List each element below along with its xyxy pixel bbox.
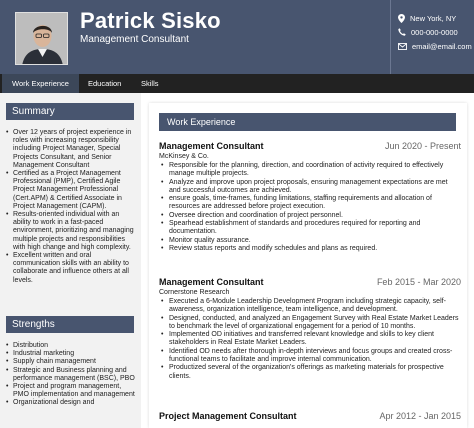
strength-item: • Supply chain management xyxy=(6,358,136,366)
job-bullet: • Identified OD needs after thorough in-depth interviews and focus groups and created cross-functional teams to facilitate and improve internal communication. xyxy=(159,348,461,365)
profile-photo xyxy=(15,12,68,65)
job-bullets xyxy=(159,162,461,253)
location-text: New York, NY xyxy=(410,13,457,23)
job-bullet: • Responsible for the planning, direction, and coordination of activity required to effectively manage multiple projects. xyxy=(159,162,461,179)
job-bullet: • ensure goals, time-frames, funding limitations, staffing requirements and allocation of resources are addressed before project execution. xyxy=(159,195,461,212)
phone-icon xyxy=(398,28,406,36)
strengths-heading: Strengths xyxy=(6,316,134,333)
contact-email[interactable] xyxy=(398,39,472,53)
job-date: Feb 2015 - Mar 2020 xyxy=(376,277,461,287)
contact-location xyxy=(398,11,472,25)
candidate-title: Management Consultant xyxy=(80,34,189,45)
map-pin-icon xyxy=(398,14,405,23)
job-bullet: • Oversee direction and coordination of project personnel. xyxy=(159,212,461,220)
sidebar xyxy=(0,93,141,428)
job-bullet: • Productized several of the organization's offerings as marketing materials for prospective clients. xyxy=(159,364,461,381)
nav-tab-education[interactable]: Education xyxy=(88,79,122,88)
phone-text: 000-000-0000 xyxy=(411,27,458,37)
work-experience-section xyxy=(149,103,467,428)
job-bullet: • Implemented OD initiatives and transferred relevant knowledge and skills to key client stakeholders in Real Estate Market Leaders. xyxy=(159,331,461,348)
strength-item: • Distribution xyxy=(6,342,136,350)
resume-header xyxy=(0,0,474,74)
summary-item: • Certified as a Project Management Professional (PMP), Certified Agile Project Management Professional (Cert.APM) & Certified Associate in Project Management (CAPM). xyxy=(6,170,136,211)
section-nav xyxy=(0,74,474,93)
job-entry xyxy=(159,141,461,253)
job-entry xyxy=(159,411,461,422)
nav-tab-skills[interactable]: Skills xyxy=(141,79,159,88)
strength-item: • Project and program management, PMO implementation and management xyxy=(6,383,136,399)
strengths-list xyxy=(6,342,136,408)
strength-item: • Organizational design and xyxy=(6,399,136,407)
email-text[interactable]: email@email.com xyxy=(412,41,472,51)
job-bullet: • Analyze and improve upon project proposals, ensuring management expectations are met and successful outcomes are achieved. xyxy=(159,179,461,196)
candidate-name: Patrick Sisko xyxy=(80,8,221,33)
job-bullet: • Monitor quality assurance. xyxy=(159,237,461,245)
job-bullet: • Designed, conducted, and analyzed an Engagement Survey with Real Estate Market Leaders to benchmark the level of organizational engagement for a period of 10 months. xyxy=(159,315,461,332)
job-bullets xyxy=(159,298,461,381)
job-company: McKinsey & Co. xyxy=(159,153,209,160)
job-title: Management Consultant xyxy=(159,141,264,151)
job-bullet: • Review status reports and modify schedules and plans as required. xyxy=(159,245,461,253)
contact-info xyxy=(390,0,472,74)
contact-phone xyxy=(398,25,472,39)
job-entry xyxy=(159,277,461,381)
job-bullet: • Executed a 6-Module Leadership Development Program including strategic capacity, self-awareness, organization intelligence, team intelligence, and development. xyxy=(159,298,461,315)
job-company: Cornerstone Research xyxy=(159,289,230,296)
job-title: Project Management Consultant xyxy=(159,411,297,421)
work-experience-heading: Work Experience xyxy=(159,113,456,131)
summary-item: • Over 12 years of project experience in roles with increasing responsibility including Project Manager, Special Projects Consultant, and Senior Management Consultant xyxy=(6,129,136,170)
strength-item: • Industrial marketing xyxy=(6,350,136,358)
envelope-icon xyxy=(398,43,407,50)
job-title: Management Consultant xyxy=(159,277,264,287)
summary-heading: Summary xyxy=(6,103,134,120)
summary-list xyxy=(6,129,136,285)
job-date: Apr 2012 - Jan 2015 xyxy=(379,411,461,421)
summary-item: • Results-oriented individual with an ability to work in a fast-paced environment, prioritizing and managing multiple projects and responsibilities with high change and high complexity. xyxy=(6,211,136,252)
summary-item: • Excellent written and oral communication skills with an ability to collaborate and influence others at all levels. xyxy=(6,252,136,285)
strength-item: • Strategic and Business planning and performance management (BSC), PBO xyxy=(6,367,136,383)
job-bullet: • Spearhead establishment of standards and procedures required for reporting and documentation. xyxy=(159,220,461,237)
nav-tab-work-experience[interactable]: Work Experience xyxy=(2,74,79,93)
job-date: Jun 2020 - Present xyxy=(384,141,461,151)
